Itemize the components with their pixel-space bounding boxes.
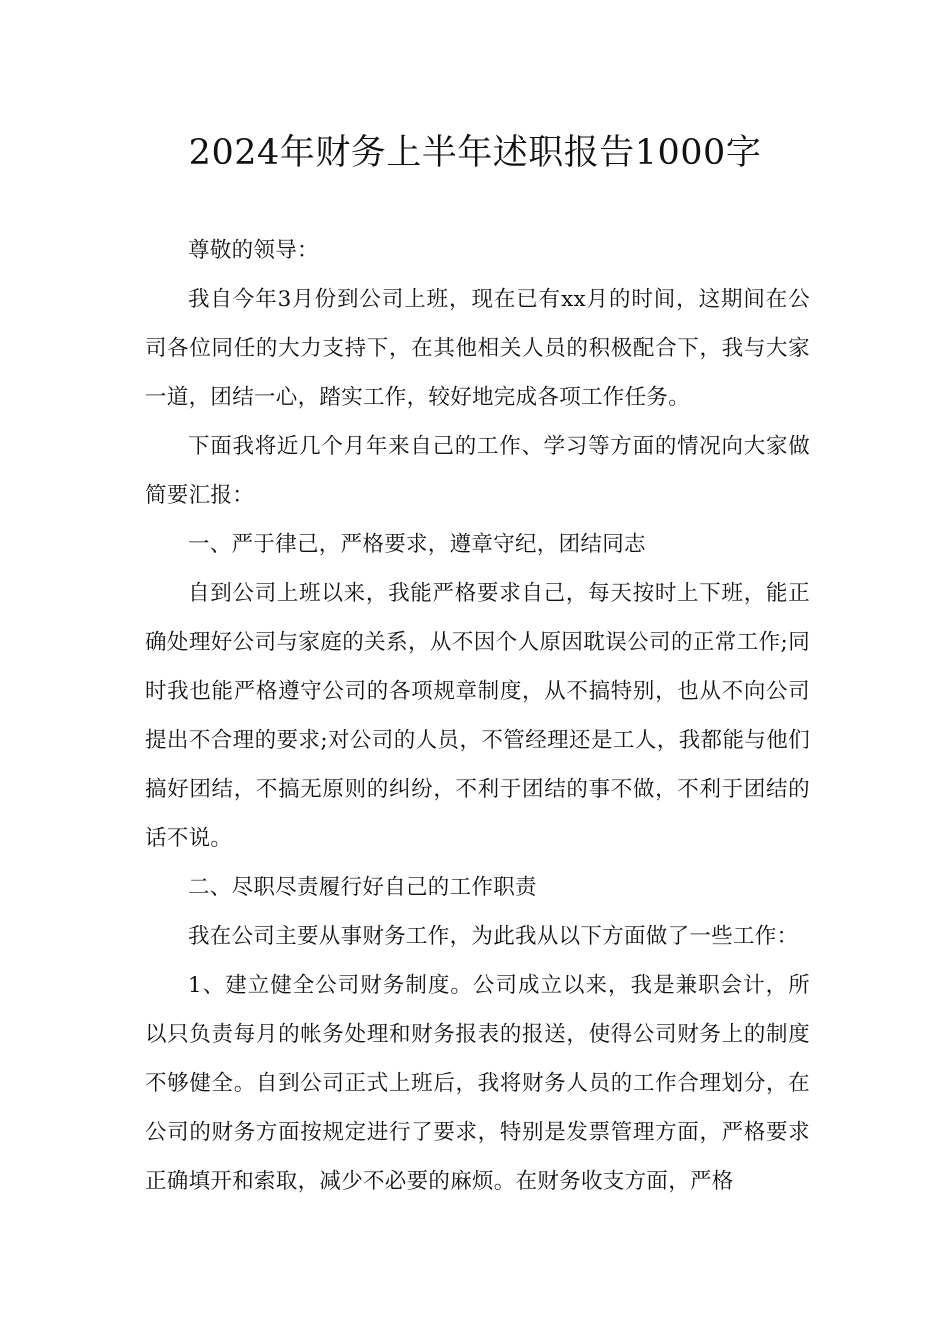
- section-heading-1: 一、严于律己，严格要求，遵章守纪，团结同志: [188, 532, 646, 557]
- document-body: [145, 226, 810, 1206]
- section-2-intro-paragraph: 我在公司主要从事财务工作，为此我从以下方面做了一些工作：: [188, 924, 799, 949]
- document-title: 2024年财务上半年述职报告1000字: [188, 133, 762, 173]
- intro-paragraph: 我自今年3月份到公司上班，现在已有xx月的时间，这期间在公司各位同任的大力支持下，在其他相关人员的积极配合下，我与大家一道，团结一心，踏实工作，较好地完成各项工作任务。: [145, 287, 810, 410]
- report-intro-paragraph: 下面我将近几个月年来自己的工作、学习等方面的情况向大家做简要汇报：: [145, 434, 810, 508]
- section-1-paragraph: 自到公司上班以来，我能严格要求自己，每天按时上下班，能正确处理好公司与家庭的关系，从不因个人原因耽误公司的正常工作;同时我也能严格遵守公司的各项规章制度，从不搞特别，也从不向公司提出不合理的要求;对公司的人员，不管经理还是工人，我都能与他们搞好团结，不搞无原则的纠纷，不利于团结的事不做，不利于团结的话不说。: [145, 581, 810, 851]
- section-heading-2: 二、尽职尽责履行好自己的工作职责: [188, 875, 537, 900]
- salutation-paragraph: 尊敬的领导：: [188, 238, 319, 263]
- section-2-item-1-paragraph: 1、建立健全公司财务制度。公司成立以来，我是兼职会计，所以只负责每月的帐务处理和财务报表的报送，使得公司财务上的制度不够健全。自到公司正式上班后，我将财务人员的工作合理划分，在公司的财务方面按规定进行了要求，特别是发票管理方面，严格要求正确填开和索取，减少不必要的麻烦。在财务收支方面，严格: [145, 973, 810, 1194]
